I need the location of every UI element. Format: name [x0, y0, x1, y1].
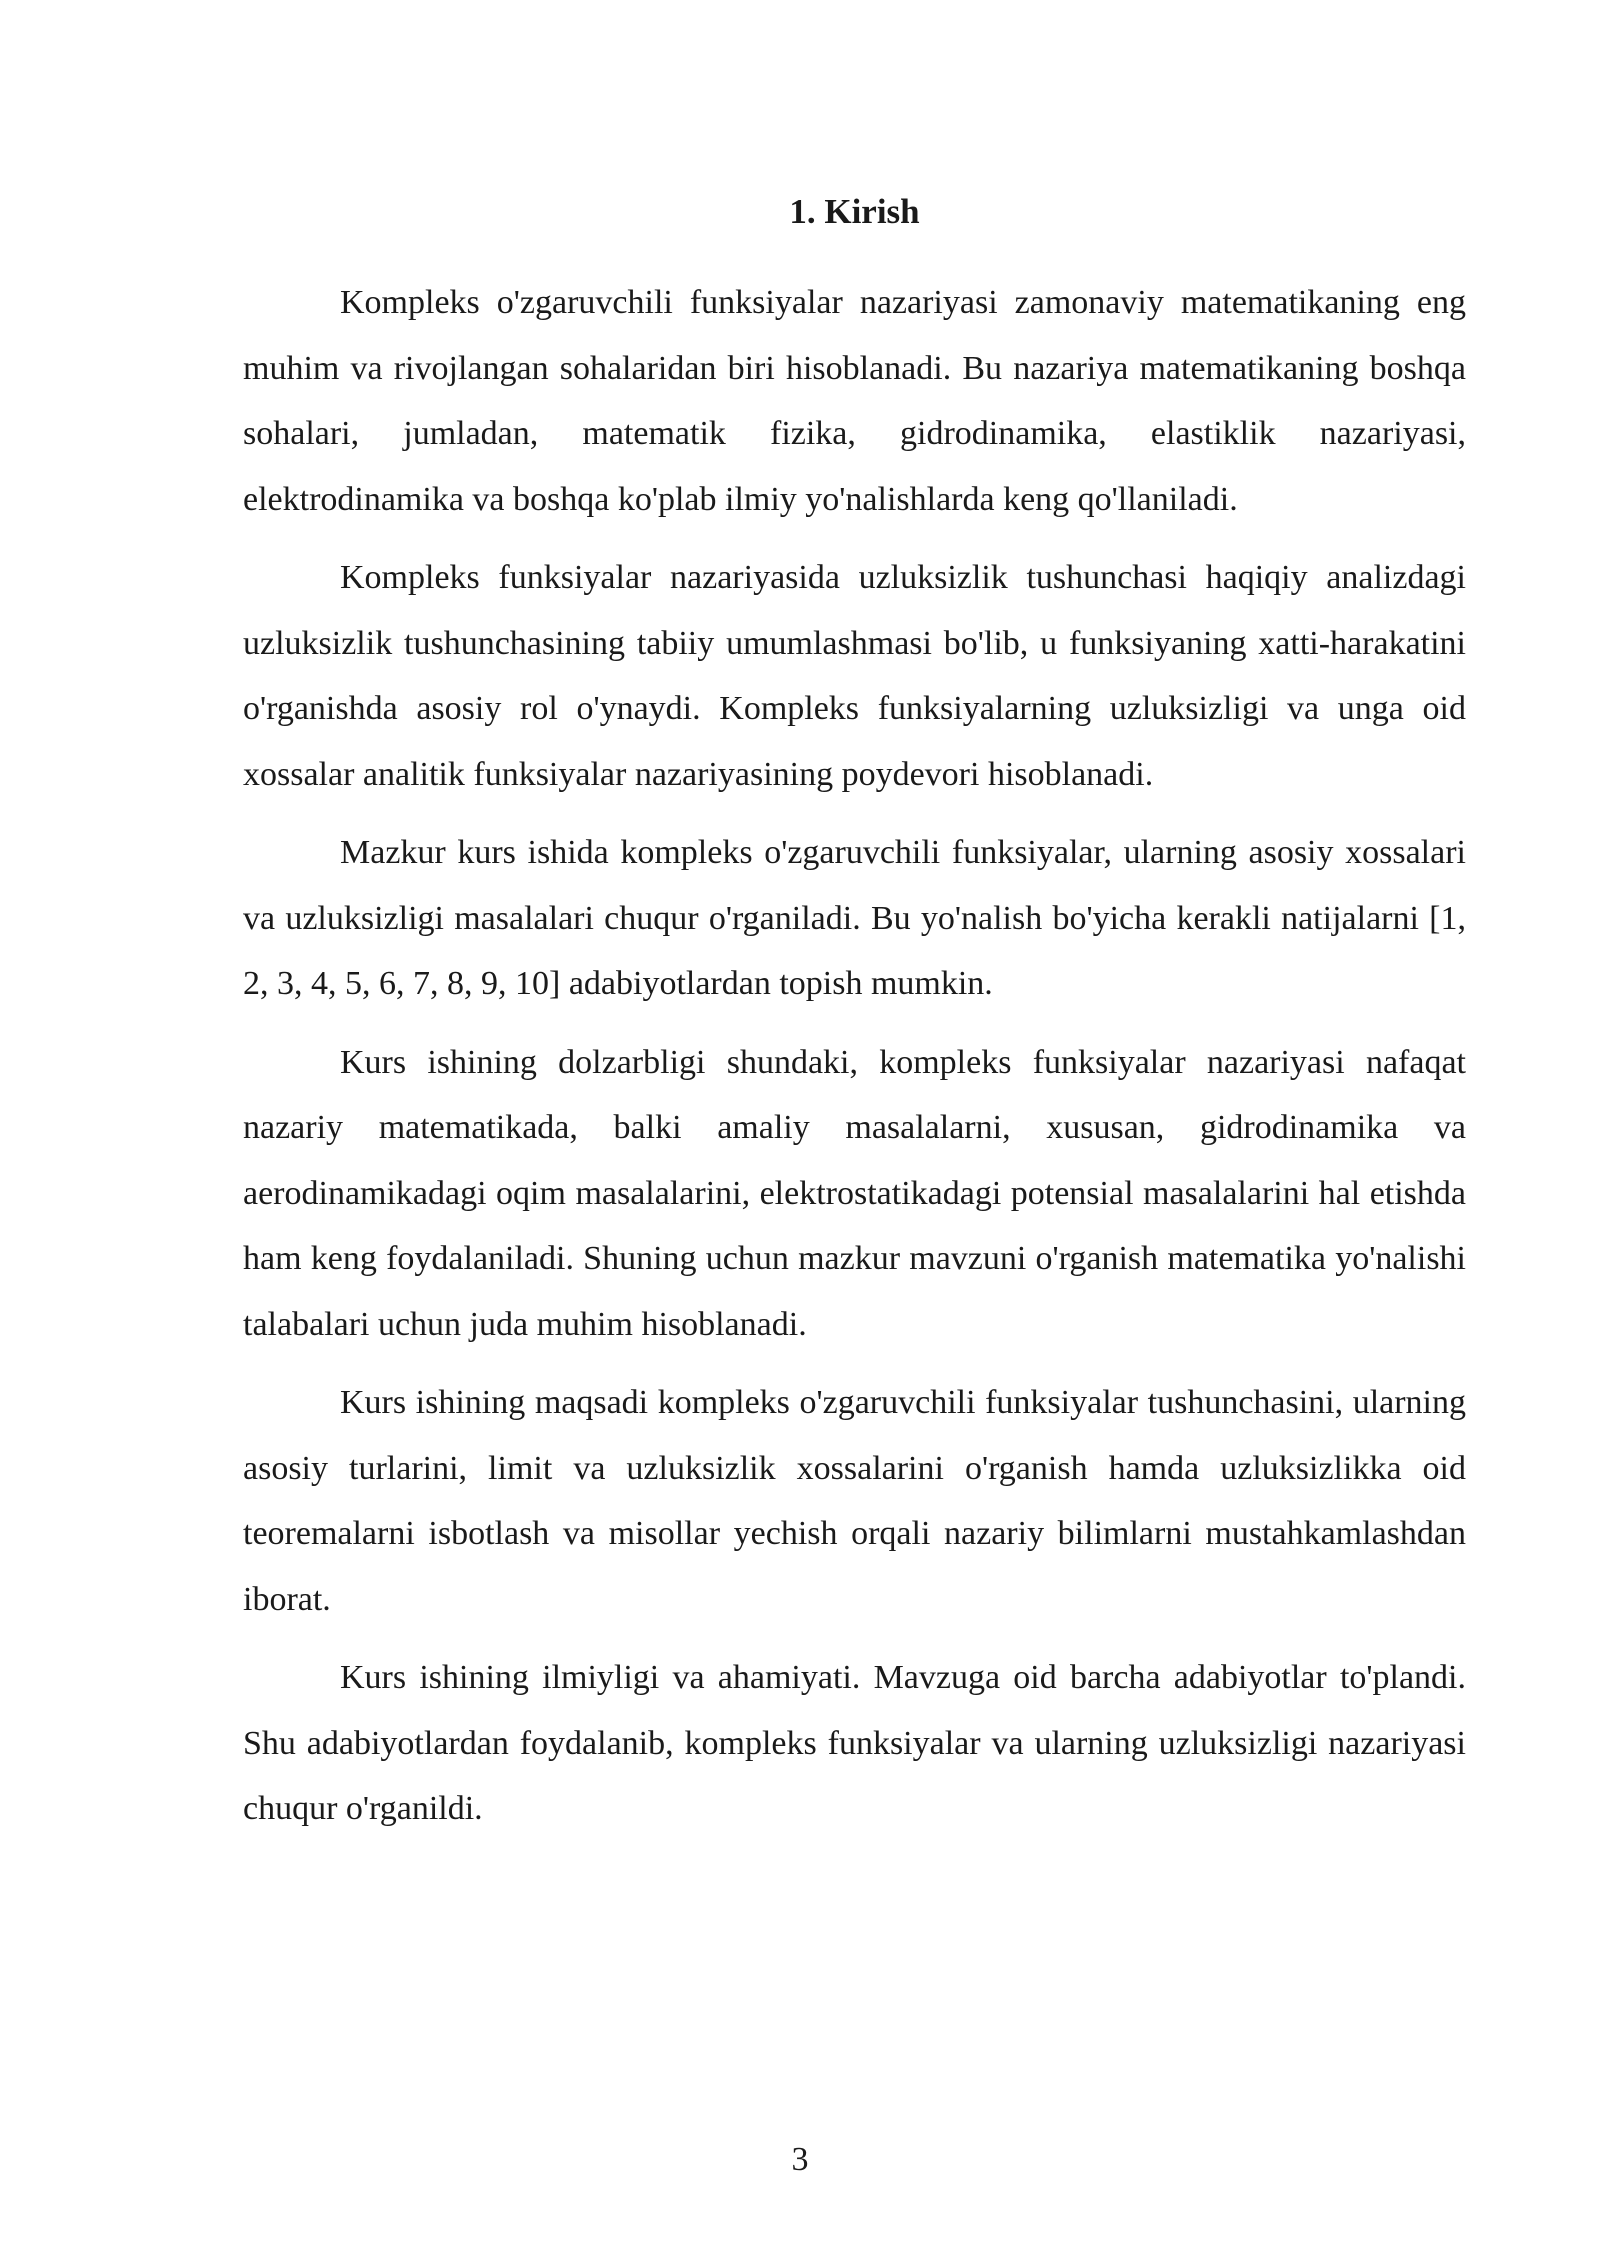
paragraph-5: Kurs ishining maqsadi kompleks o'zgaruvchili funksiyalar tushunchasini, ularning asosiy turlarini, limit va uzluksizlik xossalarini o'rganish hamda uzluksizlikka oid teoremalarni isbotlash va misollar yechish orqali nazariy bilimlarni mustahkamlashdan iborat. [243, 1384, 1466, 1618]
paragraph-4: Kurs ishining dolzarbligi shundaki, kompleks funksiyalar nazariyasi nafaqat nazariy matematikada, balki amaliy masalalarni, xususan, gidrodinamika va aerodinamikadagi oqim masalalarini, elektrostatikadagi potensial masalalarini hal etishda ham keng foydalaniladi. Shuning uchun mazkur mavzuni o'rganish matematika yo'nalishi talabalari uchun juda muhim hisoblanadi. [243, 1043, 1466, 1343]
paragraph-2: Kompleks funksiyalar nazariyasida uzluksizlik tushunchasi haqiqiy analizdagi uzluksizlik tushunchasining tabiiy umumlashmasi bo'lib, u funksiyaning xatti-harakatini o'rganishda asosiy rol o'ynaydi. Kompleks funksiyalarning uzluksizligi va unga oid xossalar analitik funksiyalar nazariyasining poydevori hisoblanadi. [243, 559, 1466, 793]
section-heading: 1. Kirish [789, 192, 920, 231]
paragraph-1: Kompleks o'zgaruvchili funksiyalar nazariyasi zamonaviy matematikaning eng muhim va rivojlangan sohalaridan biri hisoblanadi. Bu nazariya matematikaning boshqa sohalari, jumladan, matematik fizika, gidrodinamika, elastiklik nazariyasi, elektrodinamika va boshqa ko'plab ilmiy yo'nalishlarda keng qo'llaniladi. [243, 284, 1466, 518]
paragraph-6: Kurs ishining ilmiyligi va ahamiyati. Mavzuga oid barcha adabiyotlar to'plandi. Shu adabiyotlardan foydalanib, kompleks funksiyalar va ularning uzluksizligi nazariyasi chuqur o'rganildi. [243, 1659, 1466, 1827]
page-number: 3 [791, 2141, 809, 2178]
paragraph-3: Mazkur kurs ishida kompleks o'zgaruvchili funksiyalar, ularning asosiy xossalari va uzluksizligi masalalari chuqur o'rganiladi. Bu yo'nalish bo'yicha kerakli natijalarni [1, 2, 3, 4, 5, 6, 7, 8, 9, 10] adabiyotlardan topish mumkin. [243, 834, 1466, 1002]
body-text [243, 270, 1466, 1855]
